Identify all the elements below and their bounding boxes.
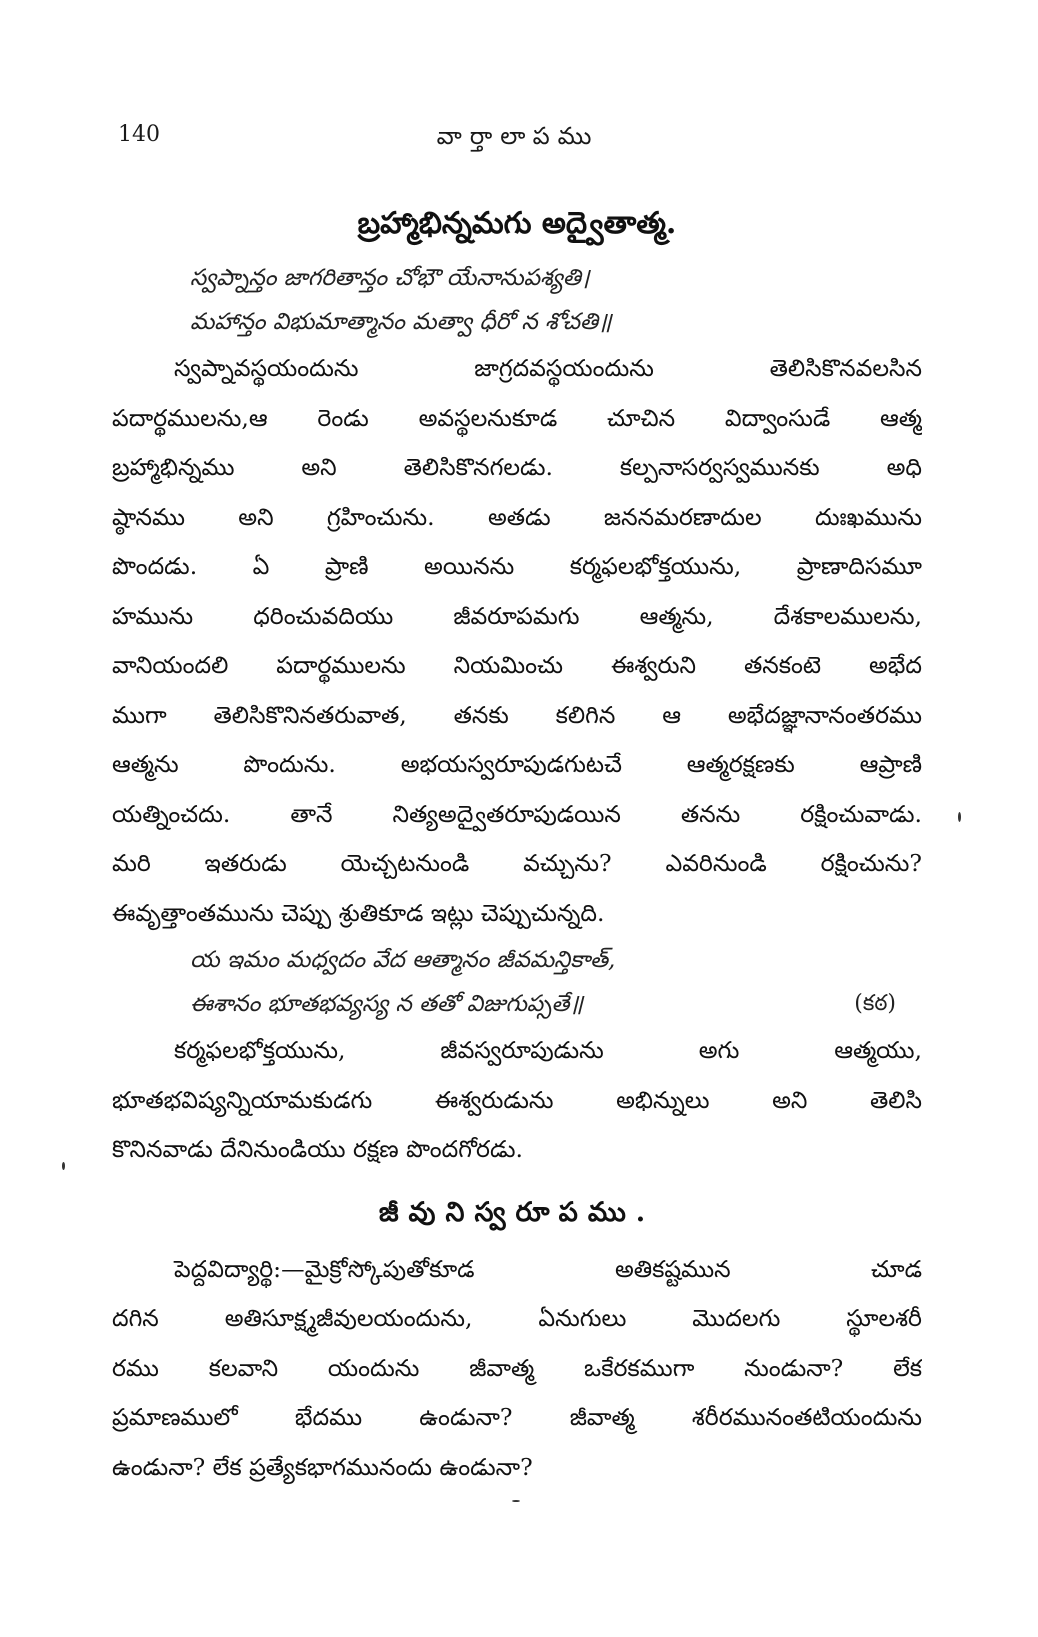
scan-speck — [958, 812, 961, 822]
text-line: స్వప్నావస్థయందును జాగ్రదవస్థయందును తెలిసికొనవలసిన — [174, 354, 922, 382]
verse-line: య ఇమం మధ్వదం వేద ఆత్మానం జీవమన్తికాత్, — [190, 947, 616, 973]
sanskrit-verse-1 — [112, 256, 922, 344]
text-line: యత్నించదు. తానే నిత్యఅద్వైతరూపుడయిన తనను రక్షించువాడు. — [112, 799, 922, 828]
text-line: పొందడు. ఏ ప్రాణి అయినను కర్మఫలభోక్తయును, ప్రాణాదిసమూ — [112, 552, 922, 580]
running-title: వార్తాలాపము — [436, 122, 600, 150]
verse-line — [190, 982, 922, 1026]
verse-reference: (కఠ) — [854, 991, 896, 1016]
text-line: బ్రహ్మాభిన్నము అని తెలిసికొనగలడు. కల్పనాసర్వస్వమునకు అధి — [112, 453, 922, 481]
text-line: కొనినవాడు దేనినుండియు రక్షణ పొందగోరడు. — [112, 1135, 523, 1163]
text-line: ఆత్మను పొందును. అభయస్వరూపుడగుటచే ఆత్మరక్షణకు ఆప్రాణి — [112, 750, 922, 778]
text-line: ష్ఠానము అని గ్రహించును. అతడు జననమరణాదుల దుఃఖమును — [112, 502, 922, 531]
text-line: దగిన అతిసూక్ష్మజీవులయందును, ఏనుగులు మొదలగు స్థూలశరీ — [112, 1304, 922, 1332]
text-line: ముగా తెలిసికొనినతరువాత, తనకు కలిగిన ఆ అభేదజ్ఞానానంతరము — [112, 700, 922, 729]
text-line: హమును ధరించువదియు జీవరూపమగు ఆత్మను, దేశకాలములను, — [112, 601, 922, 630]
page-body — [112, 190, 922, 1492]
scan-speck — [62, 1162, 65, 1170]
text-line: కర్మఫలభోక్తయును, జీవస్వరూపుడును అగు ఆత్మయు, — [174, 1036, 922, 1064]
text-line: రము కలవాని యందును జీవాత్మ ఒకేరకముగా నుండునా? లేక — [112, 1353, 922, 1382]
text-line: ఈవృత్తాంతమును చెప్పు శ్రుతికూడ ఇట్లు చెప్పుచున్నది. — [112, 898, 605, 927]
page-number: 140 — [118, 122, 160, 147]
text-line: భూతభవిష్యన్నియామకుడగు ఈశ్వరుడును అభిన్నులు అని తెలిసి — [112, 1085, 922, 1114]
section-heading-jiva-svarupa: జీవునిస్వరూపము. — [378, 1196, 656, 1228]
paragraph-commentary-2 — [112, 1026, 922, 1175]
sanskrit-verse-2 — [112, 938, 922, 1026]
paragraph-dialogue — [112, 1245, 922, 1493]
page-header — [118, 122, 918, 162]
text-line: మరి ఇతరుడు యెచ్చటనుండి వచ్చును? ఎవరినుండి రక్షించును? — [112, 849, 922, 877]
text-line: ప్రమాణములో భేదము ఉండునా? జీవాత్మ శరీరమునంతటియందును — [112, 1403, 922, 1431]
text-line: పెద్దవిద్యార్థి:—మైక్రోస్కోపుతోకూడ అతికష్టమున చూడ — [174, 1254, 922, 1283]
section-heading-advaita-atma: బ్రహ్మాభిన్నమగు అద్వైతాత్మ. — [357, 206, 677, 241]
scan-speck — [512, 1500, 520, 1502]
verse-line-text: ఈశానం భూతభవ్యస్య న తతో విజుగుప్సతే॥ — [190, 991, 584, 1017]
text-line: వానియందలి పదార్థములను నియమించు ఈశ్వరుని తనకంటె అభేద — [112, 651, 922, 679]
text-line: పదార్థములను,ఆ రెండు అవస్థలనుకూడ చూచిన విద్వాంసుడే ఆత్మ — [112, 403, 922, 432]
paragraph-commentary-1 — [112, 344, 922, 938]
text-line: ఉండునా? లేక ప్రత్యేకభాగమునందు ఉండునా? — [112, 1452, 533, 1481]
verse-line: స్వప్నాన్తం జాగరితాన్తం చోభౌ యేనానుపశ్యతి। — [190, 265, 590, 291]
verse-line: మహాన్తం విభుమాత్మానం మత్వా ధీరో న శోచతి॥ — [190, 309, 612, 335]
